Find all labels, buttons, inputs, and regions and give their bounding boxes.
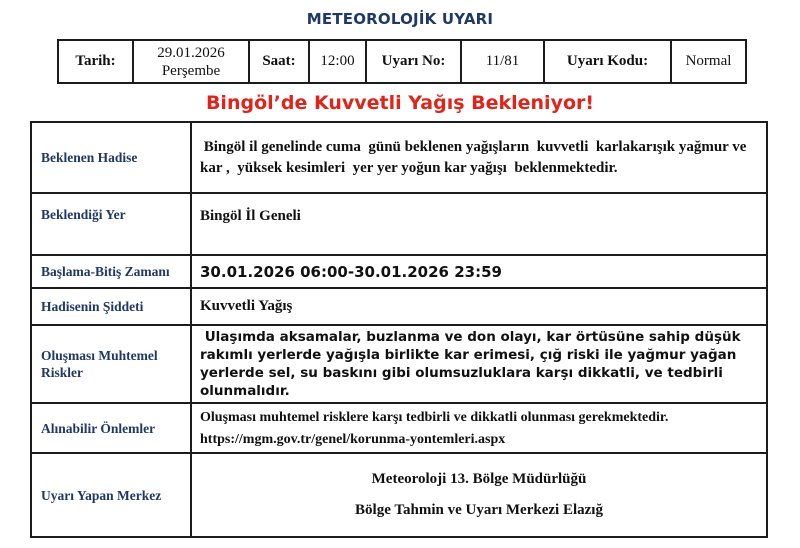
table-row-possible-risks: [31, 325, 767, 403]
row-label-start-end-time: Başlama-Bitiş Zamanı: [31, 255, 191, 288]
table-row-precautions: [31, 403, 767, 453]
row-value-start-end-time: 30.01.2026 06:00-30.01.2026 23:59: [191, 255, 767, 288]
issuing-center-line1: Meteoroloji 13. Bölge Müdürlüğü: [371, 471, 587, 487]
row-label-severity: Hadisenin Şiddeti: [31, 288, 191, 325]
row-value-issuing-center: [191, 453, 767, 537]
table-row-start-end-time: [31, 255, 767, 288]
row-value-severity: Kuvvetli Yağış: [191, 288, 767, 325]
row-label-expected-place: Beklendiği Yer: [31, 193, 191, 255]
warning-headline: Bingöl’de Kuvvetli Yağış Bekleniyor!: [205, 92, 595, 114]
warning-document: [0, 9, 800, 548]
date-value-date: 29.01.2026: [157, 44, 225, 61]
row-label-issuing-center: Uyarı Yapan Merkez: [31, 453, 191, 537]
warning-code-label: Uyarı Kodu:: [544, 40, 671, 83]
warning-details-table: [30, 121, 768, 538]
row-label-precautions: Alınabilir Önlemler: [31, 403, 191, 453]
row-value-precautions: [191, 403, 767, 453]
row-label-expected-event: Beklenen Hadise: [31, 122, 191, 193]
row-label-possible-risks: Oluşması Muhtemel Riskler: [31, 325, 191, 403]
warning-no-value: 11/81: [461, 40, 544, 83]
meta-row: [58, 40, 746, 83]
table-row-severity: [31, 288, 767, 325]
meta-table: [57, 39, 747, 84]
row-value-expected-event: Bingöl il genelinde cuma günü beklenen yağışların kuvvetli karlakarışık yağmur ve kar , yüksek kesimleri yer yer yoğun kar yağışı beklenmektedir.: [191, 122, 767, 193]
time-value: 12:00: [309, 40, 366, 83]
page-title: METEOROLOJİK UYARI: [306, 10, 494, 28]
date-label: Tarih:: [58, 40, 133, 83]
protection-methods-url: https://mgm.gov.tr/genel/korunma-yontemleri.aspx: [200, 431, 506, 447]
table-row-expected-place: [31, 193, 767, 255]
row-value-expected-place: Bingöl İl Geneli: [191, 193, 767, 255]
issuing-center-line2: Bölge Tahmin ve Uyarı Merkezi Elazığ: [355, 502, 603, 518]
date-value: [133, 40, 249, 83]
table-row-issuing-center: [31, 453, 767, 537]
precaution-text: Oluşması muhtemel risklere karşı tedbirli ve dikkatli olunması gerekmektedir.: [200, 409, 669, 425]
row-value-possible-risks: Ulaşımda aksamalar, buzlanma ve don olayı, kar örtüsüne sahip düşük rakımlı yerlerde yağışla birlikte kar erimesi, çığ riski ile yağmur yağan yerlerde sel, su baskını gibi olumsuzluklara karşı dikkatli, ve tedbirli olunmalıdır.: [191, 325, 767, 403]
warning-no-label: Uyarı No:: [366, 40, 461, 83]
warning-code-value: Normal: [671, 40, 746, 83]
table-row-expected-event: [31, 122, 767, 193]
date-value-day: Perşembe: [161, 62, 221, 79]
time-label: Saat:: [249, 40, 309, 83]
